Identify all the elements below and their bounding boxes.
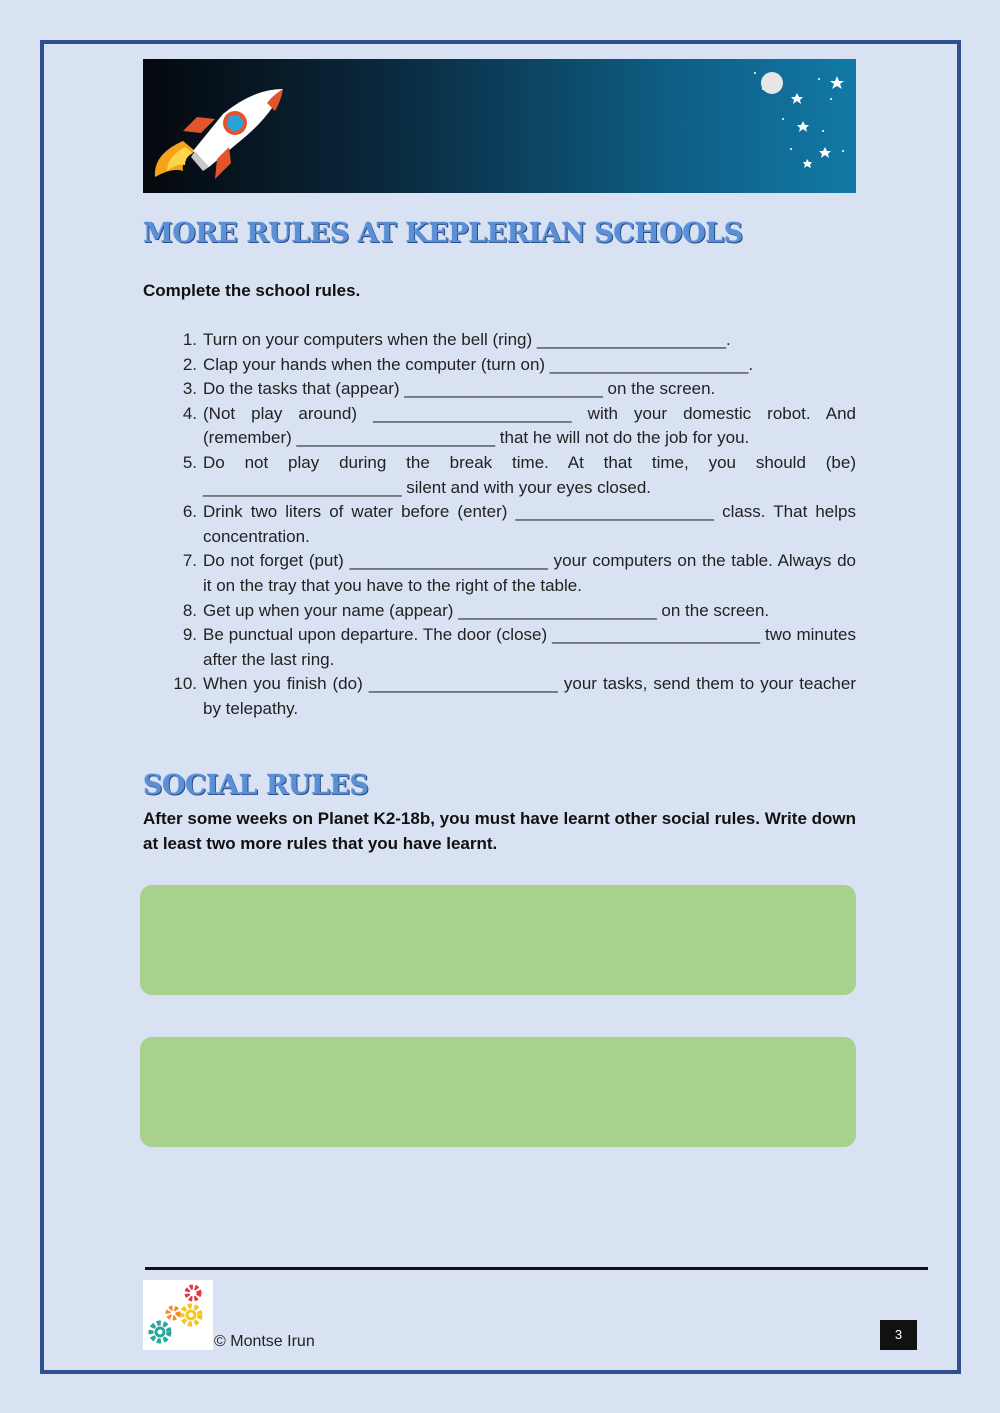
- social-rules-instructions: After some weeks on Planet K2-18b, you must have learnt other social rules. Write down at least two more rules that you have learnt.: [143, 809, 856, 853]
- rule-item: 4. (Not play around) _____________________ with your domestic robot. And (remember) _____________________ that he will not do the job for you.: [182, 403, 856, 448]
- answer-box-2[interactable]: [140, 1037, 856, 1147]
- rule-item: 10. When you finish (do) ____________________ your tasks, send them to your teacher by telepathy.: [173, 674, 856, 718]
- rule-item: 6. Drink two liters of water before (enter) _____________________ class. That helps concentration.: [182, 502, 856, 546]
- answer-box-1[interactable]: [140, 885, 856, 995]
- rule-item: 2. Clap your hands when the computer (turn on) _____________________.: [182, 354, 754, 374]
- rocket-icon: [183, 89, 283, 179]
- gears-icon: [143, 1280, 213, 1350]
- rule-item: 9. Be punctual upon departure. The door (close) ______________________ two minutes after the last ring.: [182, 625, 856, 669]
- page-title: MORE RULES AT KEPLERIAN SCHOOLS: [143, 218, 743, 249]
- page-number: 3: [880, 1320, 917, 1350]
- rules-list: [143, 328, 856, 722]
- rule-item: 1. Turn on your computers when the bell (ring) ____________________.: [182, 330, 731, 349]
- footer-divider: [145, 1267, 928, 1270]
- copyright-text: © Montse Irun: [214, 1333, 315, 1350]
- social-rules-title: SOCIAL RULES: [143, 770, 369, 801]
- rule-item: 5. Do not play during the break time. At that time, you should (be) _____________________ silent and with your eyes closed.: [182, 452, 856, 497]
- rule-item: 7. Do not forget (put) _____________________ your computers on the table. Always do it on the tray that you have to the right of the table.: [182, 551, 856, 595]
- moon-icon: [761, 72, 783, 94]
- rocket-illustration: [143, 59, 856, 193]
- space-banner: [143, 59, 856, 193]
- rule-item: 3. Do the tasks that (appear) _____________________ on the screen.: [182, 379, 716, 399]
- instructions: Complete the school rules.: [143, 281, 361, 300]
- gears-logo: [143, 1280, 213, 1350]
- rule-item: 8. Get up when your name (appear) _____________________ on the screen.: [182, 600, 770, 620]
- rocket-flame-icon: [155, 141, 195, 177]
